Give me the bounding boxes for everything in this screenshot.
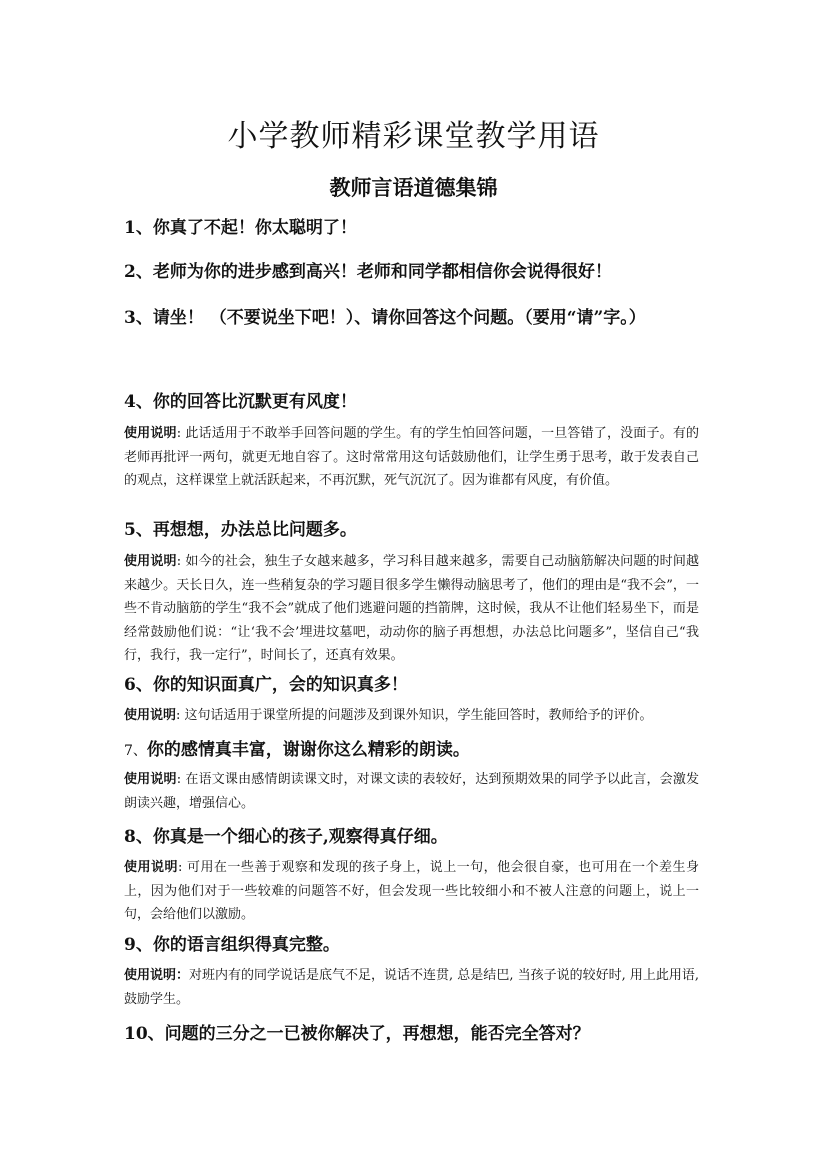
- usage-note-text: : 如今的社会，独生子女越来越多，学习科目越来越多，需要自己动脑筋解决问题的时间越来越少。天长日久，连一些稍复杂的学习题目很多学生懒得动脑思考了，他们的理由是“我不会”，一些不肯动脑筋的学生“我不会”就成了他们逃避问题的挡箭牌，这时候，我从不让他们轻易坐下，而是经常鼓励他们说：“让‘我不会’埋进坟墓吧，动动你的脑子再想想，办法总比问题多”，坚信自己“我行，我行，我一定行”，时间长了，还真有效果。: [124, 554, 699, 663]
- usage-note-8: [124, 856, 699, 927]
- phrase-item-8: 8、你真是一个细心的孩子,观察得真仔细。: [124, 827, 448, 847]
- phrase-item-9: 9、你的语言组织得真完整。: [124, 935, 340, 955]
- usage-note-9: [124, 964, 699, 1011]
- phrase-item-3: 3、请坐！ （不要说坐下吧！）、请你回答这个问题。（要用“请”字。）: [124, 308, 646, 328]
- usage-note-label: 使用说明: [124, 968, 177, 983]
- page-subtitle: 教师言语道德集锦: [329, 175, 498, 200]
- usage-note-text: : 此话适用于不敢举手回答问题的学生。有的学生怕回答问题，一旦答错了，没面子。有的老师再批评一两句，就更无地自容了。这时常常用这句话鼓励他们，让学生勇于思考，敢于发表自己的观点，这样课堂上就活跃起来，不再沉默，死气沉沉了。因为谁都有风度，有价值。: [124, 426, 699, 488]
- phrase-item-5: 5、再想想，办法总比问题多。: [124, 520, 357, 540]
- phrase-item-2: 2、老师为你的进步感到高兴！老师和同学都相信你会说得很好！: [124, 262, 612, 282]
- phrase-item-1: 1、你真了不起！你太聪明了！: [124, 218, 357, 238]
- item-number: 7、: [124, 743, 147, 759]
- usage-note-6: [124, 704, 699, 728]
- usage-note-label: 使用说明: [124, 426, 177, 441]
- usage-note-text: 对班内有的同学说话是底气不足，说话不连贯, 总是结巴, 当孩子说的较好时, 用上此用语, 鼓励学生。: [124, 968, 699, 1007]
- phrase-item-6: 6、你的知识面真广，会的知识真多！: [124, 675, 408, 695]
- usage-note-text: : 这句话适用于课堂所提的问题涉及到课外知识，学生能回答时，教师给予的评价。: [176, 708, 653, 723]
- usage-note-4: [124, 422, 699, 493]
- phrase-item-7: [124, 737, 699, 764]
- usage-note-text: : 在语文课由感情朗读课文时，对课文读的表较好，达到预期效果的同学予以此言，会激发朗读兴趣，增强信心。: [124, 772, 699, 811]
- phrase-item-4: 4、你的回答比沉默更有风度！: [124, 392, 357, 412]
- item-text: 你的感情真丰富，谢谢你这么精彩的朗读。: [146, 740, 470, 760]
- page-title: 小学教师精彩课堂教学用语: [227, 119, 600, 154]
- usage-note-7: [124, 768, 699, 815]
- usage-note-label: 使用说明: [124, 708, 177, 723]
- usage-note-5: [124, 550, 699, 668]
- usage-note-label: 使用说明: [124, 860, 178, 875]
- usage-note-label: 使用说明: [124, 554, 177, 569]
- usage-note-colon: ：: [176, 968, 190, 983]
- phrase-item-10: 10、问题的三分之一已被你解决了，再想想，能否完全答对？: [124, 1024, 590, 1044]
- usage-note-label: 使用说明: [124, 772, 177, 787]
- usage-note-text: : 可用在一些善于观察和发现的孩子身上，说上一句，他会很自豪，也可用在一个差生身上，因为他们对于一些较难的问题答不好，但会发现一些比较细小和不被人注意的问题上，说上一句，会给他们以激励。: [124, 860, 699, 922]
